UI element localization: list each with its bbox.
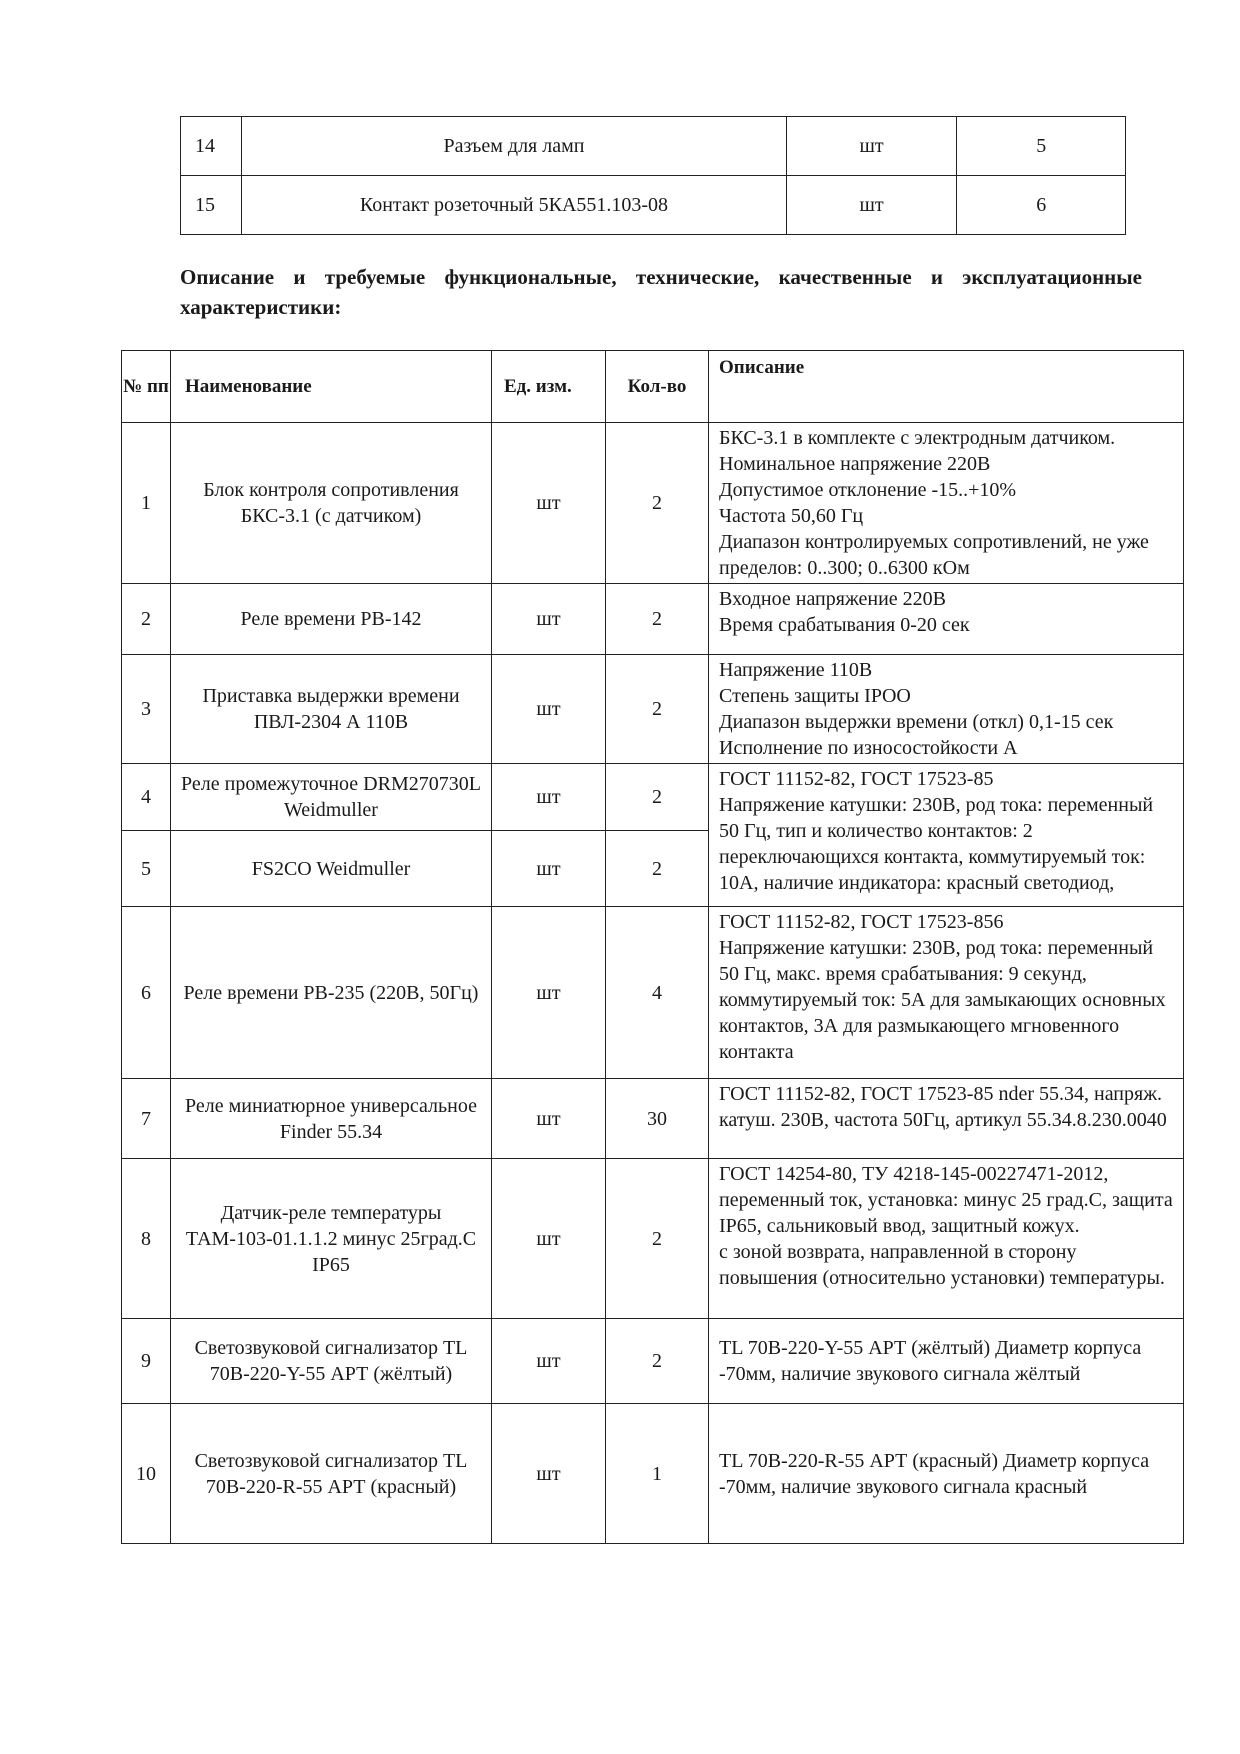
description-line: Степень защиты IPОО (719, 685, 911, 707)
item-description (709, 1159, 1184, 1319)
description-line: TL 70В-220-R-55 АРТ (красный) Диаметр корпуса -70мм, наличие звукового сигнала красный (719, 1449, 1150, 1498)
table-row (122, 1404, 1184, 1544)
description-line: Частота 50,60 Гц (719, 505, 864, 527)
description-line: TL 70В-220-Y-55 АРТ (жёлтый) Диаметр корпуса -70мм, наличие звукового сигнала жёлтый (719, 1337, 1142, 1385)
items-table-continuation (180, 116, 1126, 235)
row-number: 3 (122, 655, 171, 764)
description-line: Допустимое отклонение -15..+10% (719, 479, 1017, 501)
row-number: 4 (122, 764, 171, 831)
item-name: Разъем для ламп (242, 117, 786, 176)
item-description (709, 1079, 1184, 1159)
row-number: 2 (122, 584, 171, 655)
item-unit: шт (492, 1319, 606, 1404)
table-row (122, 655, 1184, 764)
description-line: Время срабатывания 0-20 сек (719, 614, 970, 636)
item-quantity: 2 (606, 831, 709, 907)
item-name: Реле времени РВ-235 (220В, 50Гц) (171, 907, 492, 1079)
table-row (122, 1159, 1184, 1319)
table-row (122, 584, 1184, 655)
item-name: FS2CO Weidmuller (171, 831, 492, 907)
row-number: 6 (122, 907, 171, 1079)
item-unit: шт (492, 655, 606, 764)
table-row (122, 423, 1184, 584)
item-quantity: 2 (606, 764, 709, 831)
header-unit: Ед. изм. (492, 351, 606, 423)
description-line: Диапазон контролируемых сопротивлений, не уже пределов: 0..300; 0..6300 кОм (719, 531, 1149, 579)
item-unit: шт (786, 117, 957, 176)
description-line: Напряжение катушки: 230В, род тока: переменный 50 Гц, тип и количество контактов: 2 переключающихся контакта, коммутируемый ток: 10А, наличие индикатора: красный светодиод, (719, 794, 1154, 894)
item-name: Приставка выдержки времени ПВЛ-2304 А 110В (171, 655, 492, 764)
item-name: Светозвуковой сигнализатор TL 70В-220-R-55 АРТ (красный) (171, 1404, 492, 1544)
header-number: № пп (122, 351, 171, 423)
description-line: Номинальное напряжение 220В (719, 453, 991, 475)
item-unit: шт (492, 423, 606, 584)
table-row (122, 1079, 1184, 1159)
row-number: 15 (181, 176, 242, 235)
item-name: Реле промежуточное DRM270730L Weidmuller (171, 764, 492, 831)
item-description (709, 907, 1184, 1079)
description-line: Входное напряжение 220В (719, 588, 947, 610)
header-quantity: Кол-во (606, 351, 709, 423)
item-quantity: 2 (606, 584, 709, 655)
description-line: Исполнение по износостойкости А (719, 737, 1018, 759)
description-line: ГОСТ 14254-80, ТУ 4218-145-00227471-2012, переменный ток, установка: минус 25 град.С, защита IP65, сальниковый ввод, защитный кожух. (719, 1163, 1173, 1237)
description-line: Напряжение 110В (719, 659, 873, 681)
item-name: Контакт розеточный 5КА551.103-08 (242, 176, 786, 235)
item-name: Блок контроля сопротивления БКС-3.1 (с датчиком) (171, 423, 492, 584)
table-row (122, 764, 1184, 831)
item-name: Датчик-реле температуры ТАМ-103-01.1.1.2 минус 25град.С IP65 (171, 1159, 492, 1319)
item-quantity: 30 (606, 1079, 709, 1159)
row-number: 10 (122, 1404, 171, 1544)
item-quantity: 1 (606, 1404, 709, 1544)
description-line: с зоной возврата, направленной в сторону повышения (относительно установки) температуры. (719, 1241, 1165, 1289)
row-number: 14 (181, 117, 242, 176)
item-description (709, 1404, 1184, 1544)
row-number: 8 (122, 1159, 171, 1319)
description-line: ГОСТ 11152-82, ГОСТ 17523-85 nder 55.34, напряж. катуш. 230В, частота 50Гц, артикул 55.34.8.230.0040 (719, 1083, 1167, 1131)
description-line: БКС-3.1 в комплекте с электродным датчиком. (719, 427, 1116, 449)
row-number: 5 (122, 831, 171, 907)
item-quantity: 2 (606, 423, 709, 584)
item-quantity: 2 (606, 1319, 709, 1404)
row-number: 7 (122, 1079, 171, 1159)
item-description (709, 1319, 1184, 1404)
item-description (709, 655, 1184, 764)
item-name: Светозвуковой сигнализатор TL 70В-220-Y-55 АРТ (жёлтый) (171, 1319, 492, 1404)
description-line: Напряжение катушки: 230В, род тока: переменный 50 Гц, макс. время срабатывания: 9 секунд, коммутируемый ток: 5А для замыкающих основных контактов, 3А для размыкающего мгновенного контакта (719, 937, 1166, 1063)
item-description (709, 584, 1184, 655)
item-unit: шт (492, 1079, 606, 1159)
table-row (181, 117, 1126, 176)
item-unit: шт (492, 1159, 606, 1319)
item-unit: шт (492, 831, 606, 907)
specifications-table (121, 350, 1184, 1544)
section-heading: Описание и требуемые функциональные, технические, качественные и эксплуатационные характеристики: (180, 265, 1142, 319)
table-header-row (122, 351, 1184, 423)
table-row (122, 907, 1184, 1079)
item-unit: шт (492, 1404, 606, 1544)
description-line: ГОСТ 11152-82, ГОСТ 17523-856 (719, 911, 1004, 933)
item-quantity: 2 (606, 655, 709, 764)
table-row (122, 1319, 1184, 1404)
item-unit: шт (786, 176, 957, 235)
table-row (181, 176, 1126, 235)
item-description (709, 423, 1184, 584)
description-line: ГОСТ 11152-82, ГОСТ 17523-85 (719, 768, 994, 790)
item-description (709, 764, 1184, 907)
item-name: Реле времени РВ-142 (171, 584, 492, 655)
item-quantity: 2 (606, 1159, 709, 1319)
item-name: Реле миниатюрное универсальное Finder 55.34 (171, 1079, 492, 1159)
item-unit: шт (492, 764, 606, 831)
item-quantity: 4 (606, 907, 709, 1079)
description-line: Диапазон выдержки времени (откл) 0,1-15 сек (719, 711, 1114, 733)
item-quantity: 6 (957, 176, 1126, 235)
item-quantity: 5 (957, 117, 1126, 176)
row-number: 1 (122, 423, 171, 584)
item-unit: шт (492, 907, 606, 1079)
header-name: Наименование (171, 351, 492, 423)
item-unit: шт (492, 584, 606, 655)
header-description: Описание (709, 351, 1184, 423)
row-number: 9 (122, 1319, 171, 1404)
